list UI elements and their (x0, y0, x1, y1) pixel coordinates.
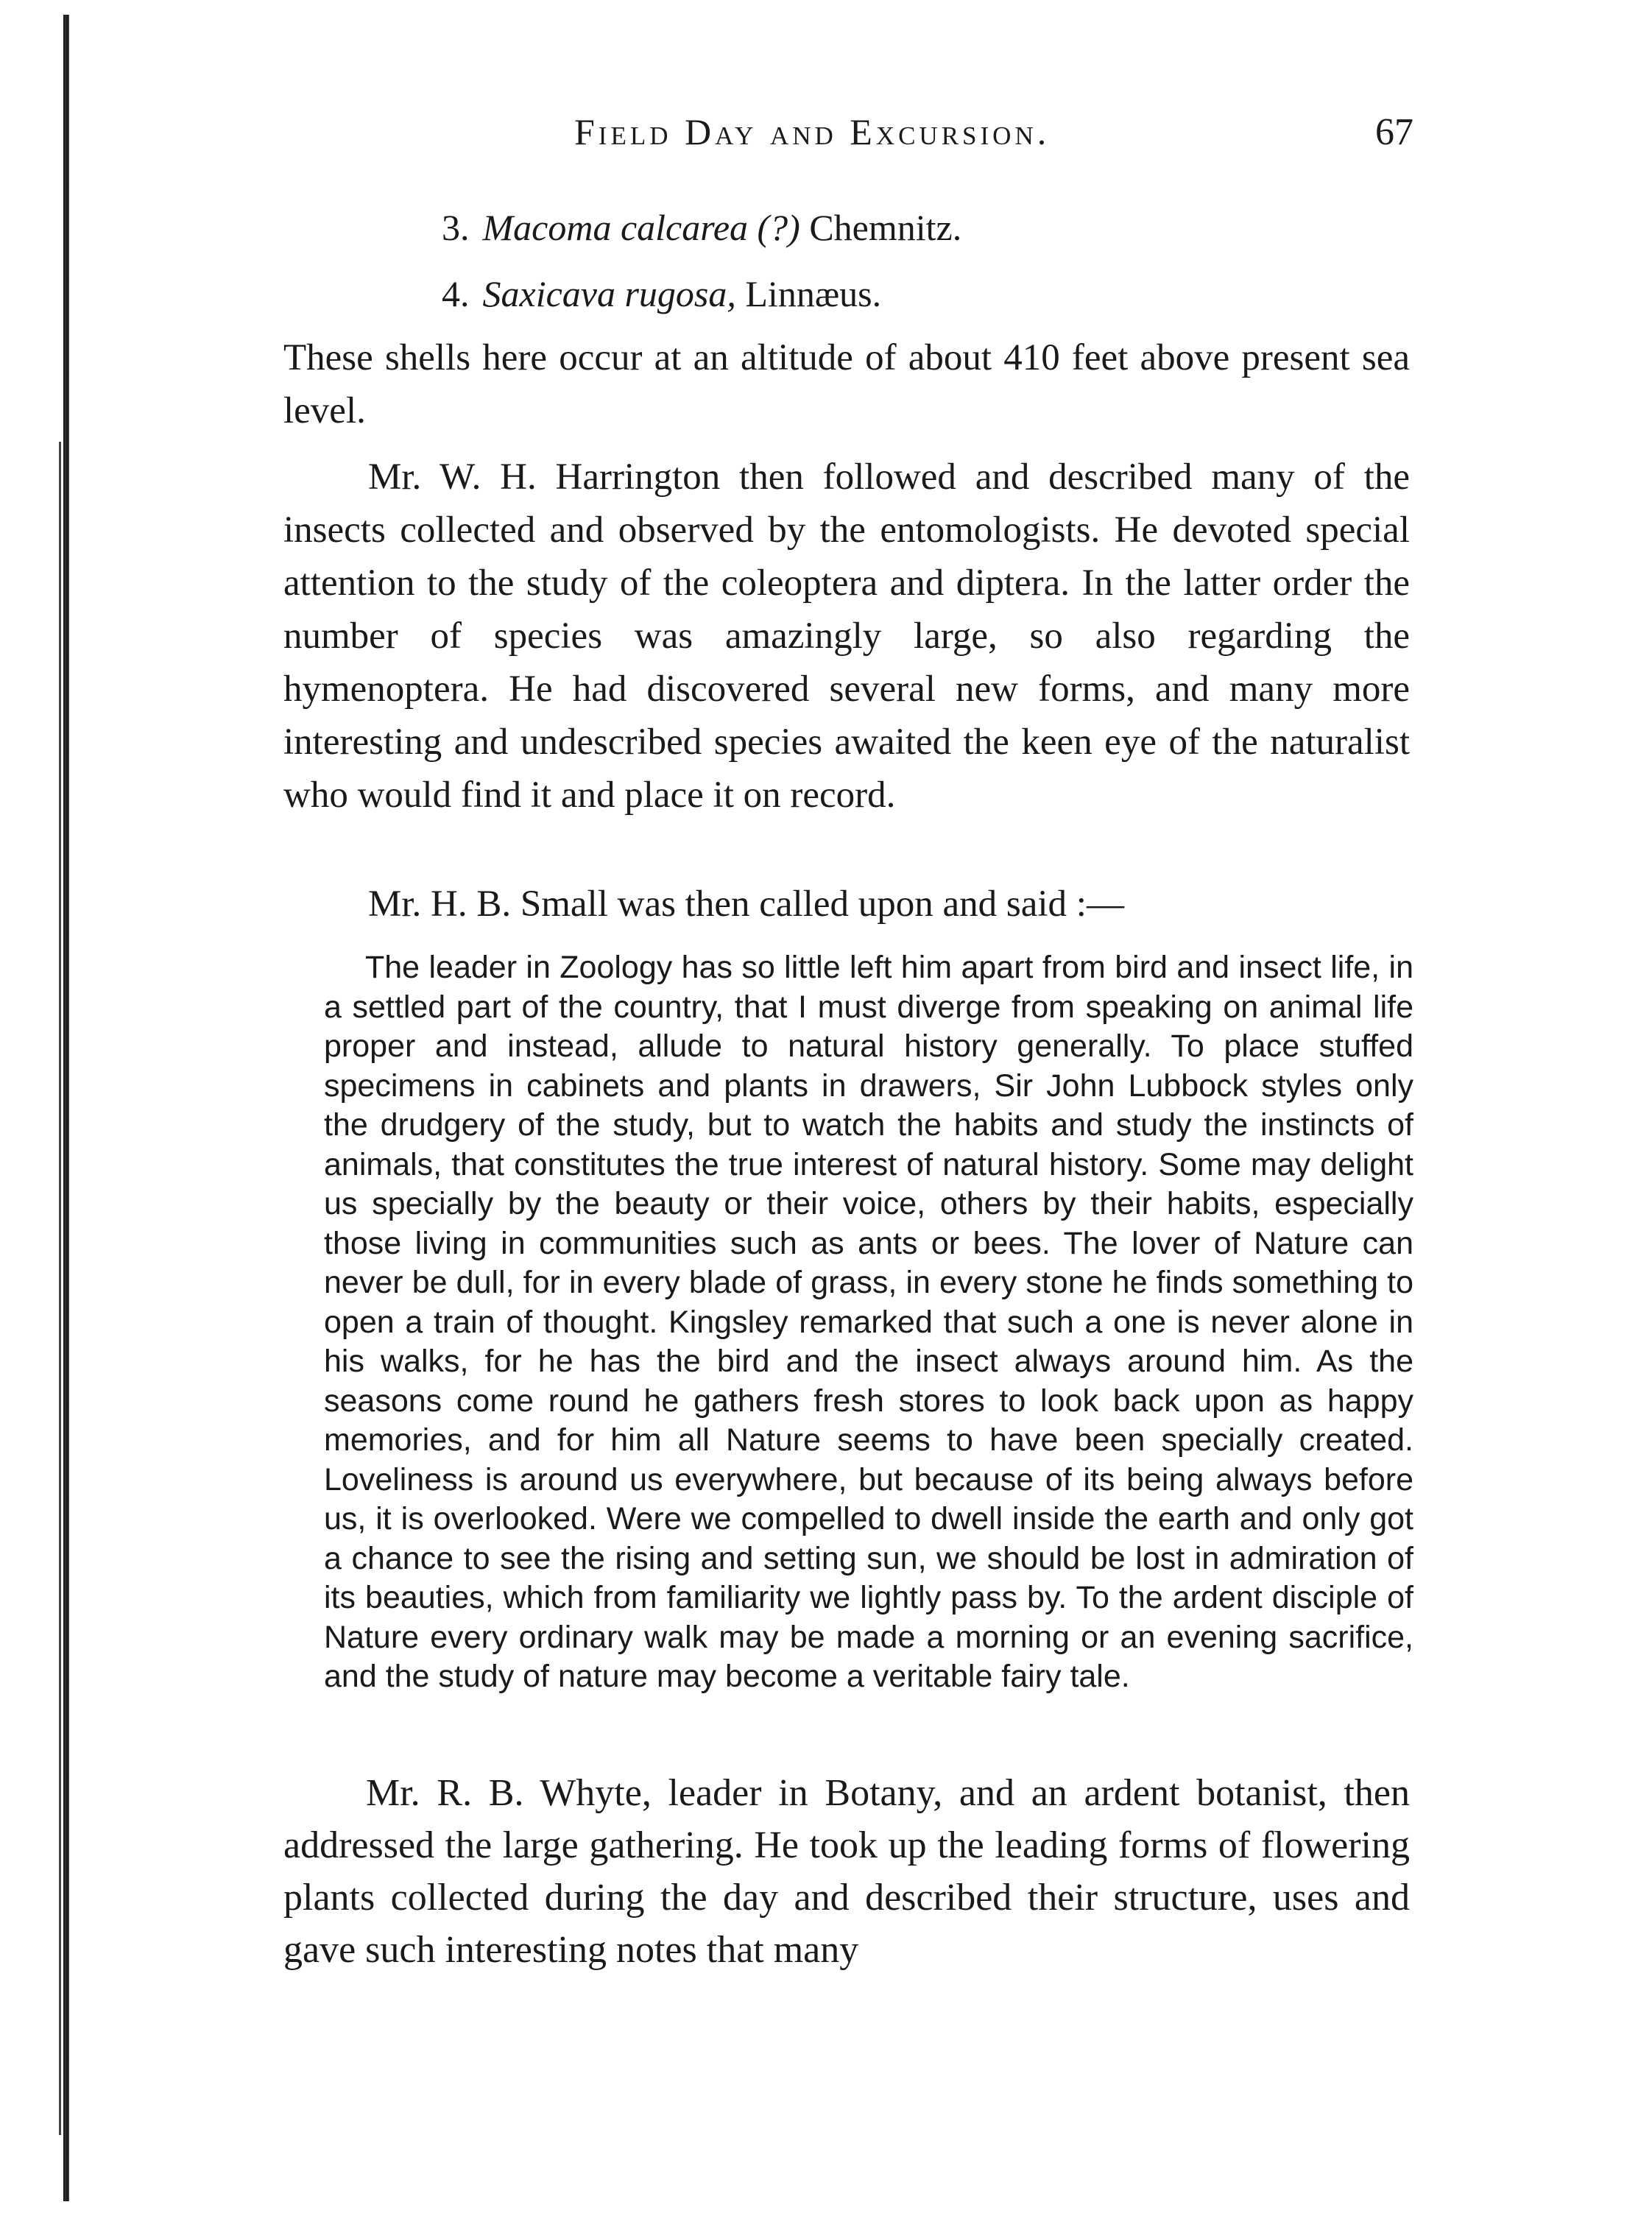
species-item (442, 206, 961, 249)
species-item (442, 272, 881, 315)
species-latin-name: Macoma calcarea (?) (482, 207, 800, 248)
paragraph-small-intro: Mr. H. B. Small was then called upon and said :— (368, 883, 1124, 925)
paragraph-harrington: Mr. W. H. Harrington then followed and described many of the insects collected and observed by the entomologists. He devoted special attention to the study of the coleoptera and diptera. In the latter order the number of species was amazingly large, so also regarding the hymenoptera. He had discovered several new forms, and many more interesting and undescribed species awaited the keen eye of the naturalist who would find it and place it on record. (283, 456, 1410, 816)
running-head-title: Field Day and Excursion. (574, 111, 1051, 152)
species-number: 4. (442, 273, 470, 314)
species-latin-name: Saxicava rugosa, (482, 273, 736, 314)
paragraph-whyte: Mr. R. B. Whyte, leader in Botany, and an ardent botanist, then addressed the large gathering. He took up the leading forms of flowering plants collected during the day and described their structure, uses and gave such interesting notes that many (283, 1772, 1410, 1971)
species-authority: Linnæus. (745, 273, 882, 314)
running-head (280, 110, 1413, 169)
species-number: 3. (442, 207, 470, 248)
species-authority: Chemnitz. (809, 207, 962, 248)
page-binding-shadow (59, 442, 61, 2135)
paragraph-shells: These shells here occur at an altitude of about 410 feet above present sea level. (283, 337, 1410, 431)
block-quote-small: The leader in Zoology has so little left him apart from bird and insect life, in a settled part of the country, that I must diverge from speaking on animal life proper and instead, allude to natural history generally. To place stuffed specimens in cabinets and plants in drawers, Sir John Lubbock styles only the drudgery of the study, but to watch the habits and study the instincts of animals, that constitutes the true interest of natural history. Some may delight us specially by the beauty or their voice, others by their habits, especially those living in communities such as ants or bees. The lover of Nature can never be dull, for in every blade of grass, in every stone he finds something to open a train of thought. Kingsley remarked that such a one is never alone in his walks, for he has the bird and the insect always around him. As the seasons come round he gathers fresh stores to look back upon as happy memories, and for him all Nature seems to have been specially created. Loveliness is around us everywhere, but because of its being always before us, it is overlooked. Were we compelled to dwell inside the earth and only got a chance to see the rising and setting sun, we should be lost in admiration of its beauties, which from familiarity we lightly pass by. To the ardent disciple of Nature every ordinary walk may be made a morning or an evening sacrifice, and the study of nature may become a veritable fairy tale. (324, 950, 1413, 1694)
page-binding-edge (63, 15, 69, 2201)
page-number: 67 (1375, 111, 1413, 153)
